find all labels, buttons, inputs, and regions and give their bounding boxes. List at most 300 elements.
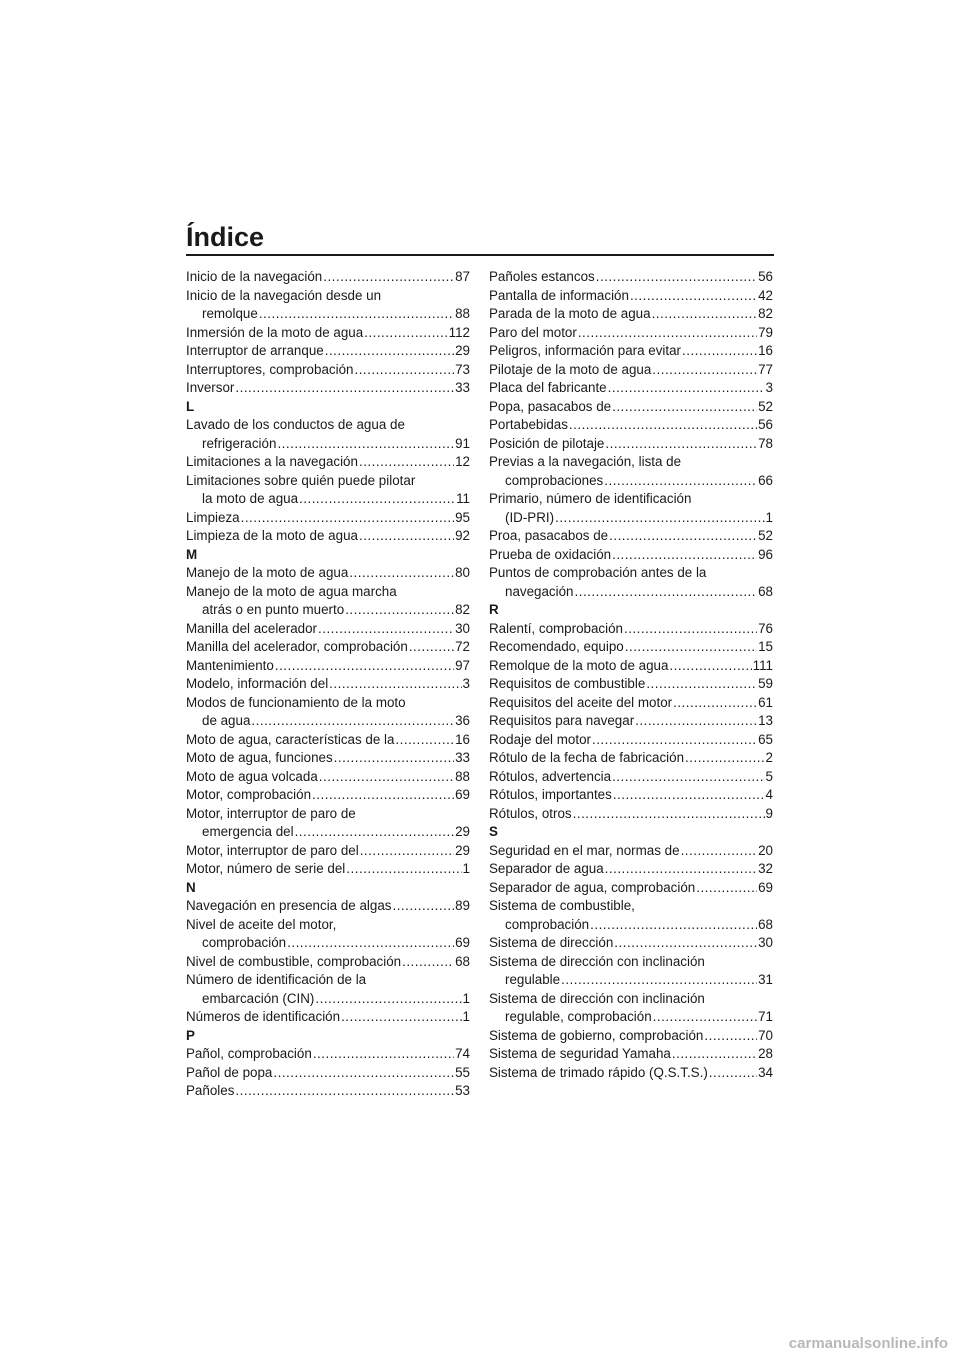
dot-leader <box>613 786 765 805</box>
index-entry-page: 4 <box>765 787 773 802</box>
index-entry-text: Sistema de combustible, <box>489 898 635 913</box>
index-entry <box>489 398 773 417</box>
index-entry-page: 36 <box>455 713 470 728</box>
index-entry-text: Manilla del acelerador <box>186 620 318 636</box>
dot-leader <box>672 1045 757 1064</box>
index-entry-text: Pañoles estancos <box>489 269 595 284</box>
index-entry-text: comprobación <box>505 916 590 932</box>
index-entry-text: Motor, comprobación <box>186 787 312 802</box>
index-entry-text: Separador de agua, comprobación <box>489 879 696 895</box>
index-entry-page: 78 <box>758 435 773 451</box>
index-entry <box>489 1045 773 1064</box>
index-entry-page: 79 <box>758 324 773 340</box>
dot-leader <box>569 416 757 435</box>
index-entry <box>186 805 470 842</box>
index-entry-text: Limitaciones sobre quién puede pilotar <box>186 472 416 488</box>
index-entry <box>489 379 773 398</box>
index-entry-page: 61 <box>758 694 773 710</box>
index-entry-page: 29 <box>455 343 470 358</box>
index-entry-page: 56 <box>758 417 773 432</box>
dot-leader <box>596 268 757 287</box>
index-entry-page: 87 <box>455 269 470 284</box>
index-entry <box>489 805 773 824</box>
index-entry-text: Interruptores, comprobación <box>186 361 354 377</box>
dot-leader <box>612 546 757 565</box>
dot-leader <box>319 768 454 787</box>
index-entry-text: Sistema de dirección <box>489 935 614 950</box>
index-entry <box>489 490 773 527</box>
index-entry <box>186 361 470 380</box>
index-entry <box>489 675 773 694</box>
index-entry <box>186 453 470 472</box>
index-entry-page: 2 <box>765 750 773 765</box>
dot-leader <box>323 268 454 287</box>
index-entry <box>489 268 773 287</box>
index-entry <box>489 897 773 934</box>
index-entry-page: 29 <box>455 842 470 858</box>
dot-leader <box>696 879 757 898</box>
dot-leader <box>575 583 758 602</box>
index-entry-page: 5 <box>765 768 773 784</box>
index-entry-page: 68 <box>455 953 470 969</box>
index-entry-text: remolque <box>202 306 258 321</box>
dot-leader <box>312 786 454 805</box>
index-entry-text: embarcación (CIN) <box>202 990 315 1006</box>
index-entry <box>489 694 773 713</box>
dot-leader <box>273 1064 454 1083</box>
index-entry <box>489 527 773 546</box>
index-entry-text: Posición de pilotaje <box>489 435 605 451</box>
index-entry <box>186 527 470 546</box>
index-entry-page: 29 <box>455 824 470 839</box>
index-entry-page: 80 <box>455 565 470 580</box>
index-entry-page: 1 <box>462 990 470 1006</box>
dot-leader <box>709 1064 757 1083</box>
dot-leader <box>625 638 757 657</box>
index-column-left <box>186 268 470 1101</box>
index-entry <box>186 842 470 861</box>
index-entry <box>186 786 470 805</box>
index-entry-text: Sistema de dirección con inclinación <box>489 953 705 969</box>
watermark: carmanualsonline.info <box>788 1335 948 1352</box>
index-entry-page: 73 <box>455 361 470 377</box>
dot-leader <box>561 971 757 990</box>
dot-leader <box>315 990 461 1009</box>
index-entry-text: Peligros, información para evitar <box>489 343 682 358</box>
index-entry-text: Rótulo de la fecha de fabricación <box>489 750 685 765</box>
index-entry-page: 34 <box>758 1064 773 1080</box>
index-entry-text: Sistema de seguridad Yamaha <box>489 1046 671 1061</box>
index-entry-page: 9 <box>765 805 773 821</box>
index-entry <box>489 749 773 768</box>
index-entry <box>186 731 470 750</box>
dot-leader <box>704 1027 757 1046</box>
dot-leader <box>652 305 758 324</box>
dot-leader <box>609 527 757 546</box>
index-entry <box>489 342 773 361</box>
index-entry-text: Inmersión de la moto de agua <box>186 324 364 340</box>
index-entry-page: 112 <box>448 324 470 340</box>
dot-leader <box>259 305 454 324</box>
dot-leader <box>682 342 757 361</box>
index-entry-page: 53 <box>455 1083 470 1098</box>
dot-leader <box>299 490 455 509</box>
index-entry <box>489 860 773 879</box>
index-entry-text: refrigeración <box>202 435 277 451</box>
index-entry-text: Recomendado, equipo <box>489 639 624 654</box>
dot-leader <box>354 361 454 380</box>
dot-leader <box>402 953 454 972</box>
index-entry-page: 1 <box>462 1009 470 1024</box>
index-entry <box>186 379 470 398</box>
index-entry <box>489 842 773 861</box>
index-entry-text: Requisitos de combustible <box>489 676 646 691</box>
dot-leader <box>341 1008 461 1027</box>
index-entry <box>489 305 773 324</box>
index-entry <box>186 268 470 287</box>
index-entry-text: Nivel de aceite del motor, <box>186 916 337 932</box>
dot-leader <box>590 916 757 935</box>
index-entry-page: 76 <box>758 620 773 636</box>
index-entry-page: 32 <box>758 861 773 876</box>
index-entry <box>489 712 773 731</box>
index-entry-text: Pantalla de información <box>489 287 629 303</box>
index-entry-text: emergencia del <box>202 824 294 839</box>
title-underline <box>186 254 774 256</box>
index-entry <box>489 620 773 639</box>
index-entry <box>489 657 773 676</box>
index-entry-page: 56 <box>758 269 773 284</box>
index-entry-page: 69 <box>455 787 470 802</box>
index-entry-page: 12 <box>455 454 470 469</box>
dot-leader <box>349 564 454 583</box>
index-entry-text: Rótulos, otros <box>489 805 572 821</box>
index-entry <box>186 768 470 787</box>
index-entry-text: atrás o en punto muerto <box>202 602 345 617</box>
index-entry-text: Limpieza <box>186 509 240 525</box>
index-entry <box>186 897 470 916</box>
index-entry-page: 72 <box>455 639 470 654</box>
index-entry-page: 89 <box>455 898 470 913</box>
index-entry <box>489 1064 773 1083</box>
index-entry <box>186 638 470 657</box>
dot-leader <box>681 842 758 861</box>
dot-leader <box>592 731 757 750</box>
dot-leader <box>392 897 454 916</box>
index-entry <box>489 287 773 306</box>
index-entry-page: 13 <box>758 713 773 728</box>
index-entry-text: navegación <box>505 583 574 599</box>
index-entry <box>489 564 773 601</box>
index-letter-heading: L <box>186 398 195 414</box>
index-entry <box>186 416 470 453</box>
index-entry-page: 74 <box>455 1046 470 1061</box>
index-entry-page: 70 <box>758 1027 773 1043</box>
index-entry-page: 11 <box>456 491 470 506</box>
dot-leader <box>630 287 757 306</box>
dot-leader <box>359 527 454 546</box>
index-entry-text: Remolque de la moto de agua <box>489 657 669 673</box>
index-entry-page: 31 <box>758 972 773 987</box>
index-entry-page: 97 <box>455 657 470 673</box>
index-entry-text: Interruptor de arranque <box>186 343 324 358</box>
dot-leader <box>251 712 454 731</box>
index-entry <box>186 1064 470 1083</box>
dot-leader <box>612 768 764 787</box>
index-entry-page: 82 <box>758 306 773 321</box>
index-letter-heading: N <box>186 879 196 895</box>
index-entry-text: Placa del fabricante <box>489 380 607 395</box>
index-entry-text: Sistema de dirección con inclinación <box>489 990 705 1006</box>
index-entry-page: 15 <box>758 639 773 654</box>
dot-leader <box>624 620 757 639</box>
index-entry <box>186 749 470 768</box>
index-entry <box>186 860 470 879</box>
index-entry-page: 68 <box>758 916 773 932</box>
dot-leader <box>608 379 765 398</box>
index-entry-page: 3 <box>765 380 773 395</box>
index-entry-page: 69 <box>455 935 470 950</box>
index-column-right <box>489 268 773 1082</box>
index-entry <box>489 638 773 657</box>
index-entry-text: Sistema de gobierno, comprobación <box>489 1027 704 1043</box>
index-entry-page: 65 <box>758 731 773 747</box>
index-entry-page: 55 <box>455 1064 470 1080</box>
dot-leader <box>329 675 461 694</box>
index-entry <box>186 953 470 972</box>
index-entry-text: Rodaje del motor <box>489 731 591 747</box>
index-entry-page: 91 <box>455 435 470 451</box>
index-entry-page: 69 <box>758 879 773 895</box>
index-entry-page: 20 <box>758 842 773 858</box>
dot-leader <box>605 860 757 879</box>
index-entry-text: Moto de agua, características de la <box>186 731 395 747</box>
index-entry-text: Primario, número de identificación <box>489 491 692 506</box>
index-entry-page: 33 <box>455 750 470 765</box>
page-title: Índice <box>186 222 265 252</box>
index-entry-page: 28 <box>758 1046 773 1061</box>
index-entry-page: 1 <box>462 861 470 876</box>
index-entry-text: (ID-PRI) <box>505 509 555 525</box>
index-entry-text: Pilotaje de la moto de agua <box>489 361 652 377</box>
index-entry-page: 95 <box>455 509 470 525</box>
index-entry-page: 59 <box>758 676 773 691</box>
index-entry-text: Navegación en presencia de algas <box>186 898 392 913</box>
index-entry <box>489 435 773 454</box>
index-entry-text: Popa, pasacabos de <box>489 398 612 414</box>
index-entry-text: Rótulos, advertencia <box>489 768 612 784</box>
index-entry <box>186 342 470 361</box>
index-entry-page: 96 <box>758 546 773 562</box>
index-entry-page: 16 <box>455 731 470 747</box>
index-entry <box>489 990 773 1027</box>
index-entry-page: 30 <box>758 935 773 950</box>
index-entry-text: Número de identificación de la <box>186 972 367 987</box>
index-entry-text: Inicio de la navegación <box>186 269 323 284</box>
index-entry-page: 66 <box>758 472 773 488</box>
index-entry <box>186 1008 470 1027</box>
index-entry-page: 42 <box>758 287 773 303</box>
dot-leader <box>614 934 757 953</box>
index-entry-page: 88 <box>455 306 470 321</box>
index-entry <box>186 1082 470 1101</box>
index-entry-text: Manejo de la moto de agua <box>186 565 349 580</box>
index-entry-text: Lavado de los conductos de agua de <box>186 417 405 432</box>
index-entry-text: Parada de la moto de agua <box>489 306 651 321</box>
index-entry-text: Separador de agua <box>489 861 604 876</box>
index-entry-text: Previas a la navegación, lista de <box>489 454 682 469</box>
index-entry-page: 68 <box>758 583 773 599</box>
index-entry <box>489 768 773 787</box>
dot-leader <box>287 934 454 953</box>
index-entry-text: Moto de agua, funciones <box>186 750 333 765</box>
index-entry-text: Inicio de la navegación desde un <box>186 287 382 303</box>
index-entry-text: Pañoles <box>186 1083 235 1098</box>
dot-leader <box>318 620 454 639</box>
index-entry-text: Paro del motor <box>489 324 577 340</box>
index-entry <box>186 620 470 639</box>
dot-leader <box>573 805 765 824</box>
index-entry-page: 111 <box>752 657 773 673</box>
index-entry-text: Modelo, información del <box>186 676 329 691</box>
index-entry <box>489 416 773 435</box>
index-entry-text: la moto de agua <box>202 491 299 506</box>
dot-leader <box>241 509 455 528</box>
index-entry-text: Limpieza de la moto de agua <box>186 528 358 543</box>
index-entry <box>186 916 470 953</box>
dot-leader <box>346 860 461 879</box>
dot-leader <box>235 1082 454 1101</box>
index-entry-text: Nivel de combustible, comprobación <box>186 953 402 969</box>
index-entry-text: Prueba de oxidación <box>489 546 612 562</box>
index-entry-text: Proa, pasacabos de <box>489 528 609 543</box>
index-entry-page: 82 <box>455 602 470 617</box>
dot-leader <box>364 324 447 343</box>
dot-leader <box>635 712 757 731</box>
index-entry-text: Sistema de trimado rápido (Q.S.T.S.) <box>489 1064 708 1080</box>
index-entry <box>186 971 470 1008</box>
index-entry <box>489 934 773 953</box>
index-entry <box>186 324 470 343</box>
index-entry-page: 3 <box>462 676 470 691</box>
dot-leader <box>673 694 757 713</box>
index-entry-text: Ralentí, comprobación <box>489 620 623 636</box>
dot-leader <box>359 453 454 472</box>
dot-leader <box>313 1045 454 1064</box>
index-entry <box>489 731 773 750</box>
index-entry-text: Inversor <box>186 380 235 395</box>
index-entry <box>489 361 773 380</box>
index-entry-text: Pañol de popa <box>186 1064 273 1080</box>
index-entry-text: Motor, interruptor de paro de <box>186 805 356 821</box>
dot-leader <box>652 361 757 380</box>
index-entry <box>186 287 470 324</box>
dot-leader <box>334 749 454 768</box>
index-entry-text: Mantenimiento <box>186 657 274 673</box>
index-entry <box>186 509 470 528</box>
dot-leader <box>277 435 454 454</box>
index-entry-page: 92 <box>455 528 470 543</box>
index-entry <box>186 675 470 694</box>
dot-leader <box>669 657 751 676</box>
index-letter-heading: M <box>186 546 198 562</box>
index-entry-page: 52 <box>758 528 773 543</box>
dot-leader <box>360 842 454 861</box>
index-entry-text: Requisitos para navegar <box>489 713 635 728</box>
index-entry-text: Limitaciones a la navegación <box>186 454 358 469</box>
index-entry-page: 71 <box>758 1009 773 1024</box>
index-entry-text: regulable <box>505 972 561 987</box>
index-entry <box>489 953 773 990</box>
index-entry-text: comprobación <box>202 935 287 950</box>
index-entry-text: comprobaciones <box>505 472 604 488</box>
index-entry-text: Manejo de la moto de agua marcha <box>186 583 397 599</box>
index-letter-heading: S <box>489 824 498 839</box>
index-entry-text: Pañol, comprobación <box>186 1046 312 1061</box>
index-entry-text: Rótulos, importantes <box>489 787 612 802</box>
index-entry-text: Manilla del acelerador, comprobación <box>186 639 408 654</box>
index-entry <box>186 564 470 583</box>
dot-leader <box>295 823 455 842</box>
dot-leader <box>685 749 765 768</box>
index-entry-page: 77 <box>758 361 773 377</box>
index-entry-page: 16 <box>758 343 773 358</box>
index-entry-text: Moto de agua volcada <box>186 768 318 784</box>
index-entry-text: Modos de funcionamiento de la moto <box>186 694 406 710</box>
dot-leader <box>653 1008 757 1027</box>
dot-leader <box>605 435 757 454</box>
index-entry-text: Portabebidas <box>489 417 568 432</box>
index-entry-text: Puntos de comprobación antes de la <box>489 565 707 580</box>
index-entry-text: Números de identificación <box>186 1009 341 1024</box>
index-entry-page: 1 <box>765 509 773 525</box>
index-entry <box>489 453 773 490</box>
index-entry <box>489 879 773 898</box>
index-entry <box>489 546 773 565</box>
index-entry <box>186 694 470 731</box>
index-entry <box>489 1027 773 1046</box>
dot-leader <box>604 472 757 491</box>
index-entry-page: 52 <box>758 398 773 414</box>
index-entry-text: Motor, número de serie del <box>186 861 346 876</box>
dot-leader <box>395 731 454 750</box>
index-entry <box>489 786 773 805</box>
index-entry-page: 33 <box>455 380 470 395</box>
index-entry-text: Motor, interruptor de paro del <box>186 842 359 858</box>
index-entry-page: 30 <box>455 620 470 636</box>
index-entry <box>186 583 470 620</box>
dot-leader <box>275 657 454 676</box>
dot-leader <box>578 324 757 343</box>
dot-leader <box>409 638 454 657</box>
index-entry-page: 88 <box>455 768 470 784</box>
index-entry <box>186 472 470 509</box>
index-entry-text: de agua <box>202 713 251 728</box>
dot-leader <box>646 675 757 694</box>
index-entry <box>186 657 470 676</box>
index-entry <box>186 1045 470 1064</box>
index-entry-text: Seguridad en el mar, normas de <box>489 842 680 858</box>
dot-leader <box>235 379 454 398</box>
index-entry-text: Requisitos del aceite del motor <box>489 694 673 710</box>
dot-leader <box>555 509 764 528</box>
index-letter-heading: P <box>186 1027 195 1043</box>
index-letter-heading: R <box>489 602 499 617</box>
index-entry-text: regulable, comprobación <box>505 1009 652 1024</box>
index-entry <box>489 324 773 343</box>
dot-leader <box>345 601 454 620</box>
dot-leader <box>325 342 454 361</box>
